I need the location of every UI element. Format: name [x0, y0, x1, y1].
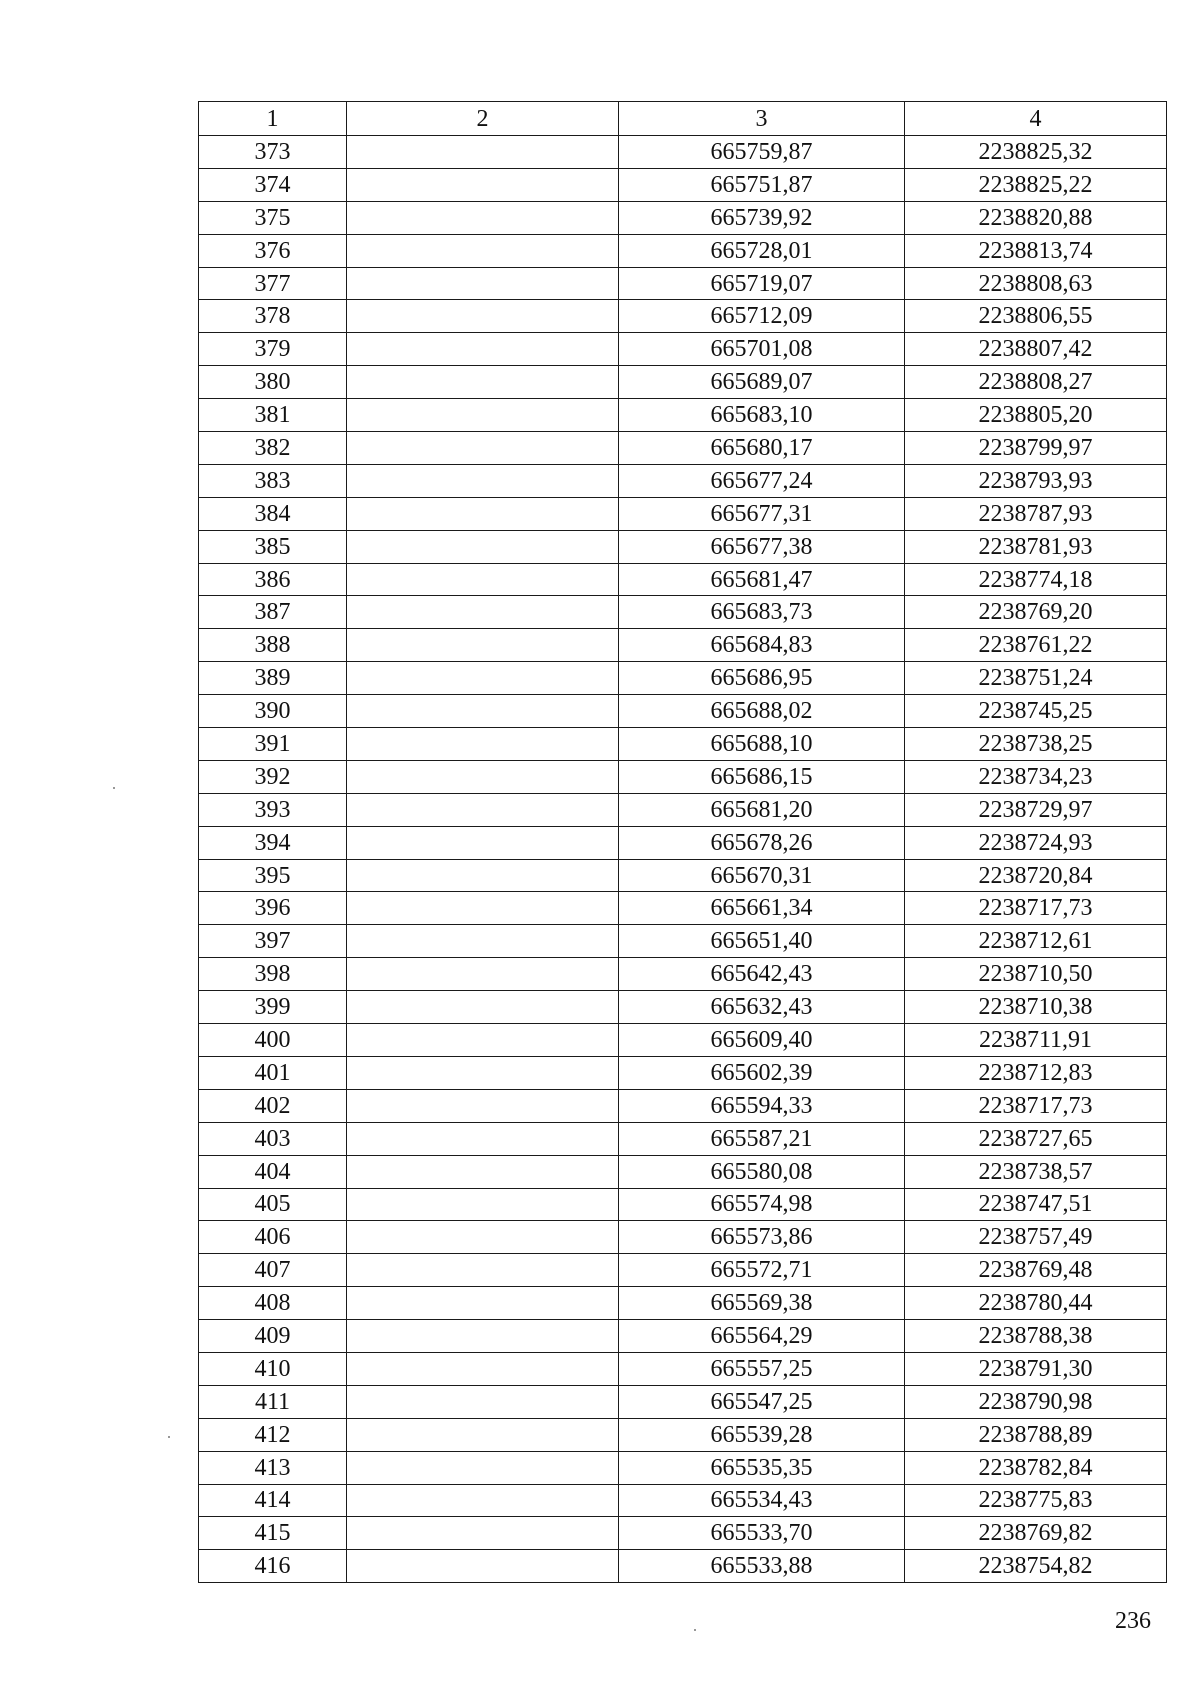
cell-y-coordinate: 2238729,97 [905, 793, 1167, 826]
cell-point-number: 394 [199, 826, 347, 859]
cell-x-coordinate: 665712,09 [619, 300, 905, 333]
cell-x-coordinate: 665539,28 [619, 1418, 905, 1451]
cell-x-coordinate: 665677,24 [619, 464, 905, 497]
cell-column-2 [347, 497, 619, 530]
table-row [199, 530, 1167, 563]
table-row [199, 1550, 1167, 1583]
cell-x-coordinate: 665535,35 [619, 1451, 905, 1484]
cell-point-number: 413 [199, 1451, 347, 1484]
cell-x-coordinate: 665534,43 [619, 1484, 905, 1517]
cell-column-2 [347, 1122, 619, 1155]
cell-x-coordinate: 665632,43 [619, 991, 905, 1024]
table-row [199, 1024, 1167, 1057]
table-row [199, 629, 1167, 662]
cell-point-number: 393 [199, 793, 347, 826]
cell-column-2 [347, 201, 619, 234]
cell-x-coordinate: 665686,15 [619, 760, 905, 793]
cell-point-number: 408 [199, 1287, 347, 1320]
cell-point-number: 411 [199, 1385, 347, 1418]
scan-speck [113, 787, 115, 789]
cell-point-number: 406 [199, 1221, 347, 1254]
cell-point-number: 414 [199, 1484, 347, 1517]
cell-y-coordinate: 2238781,93 [905, 530, 1167, 563]
table-row [199, 267, 1167, 300]
cell-column-2 [347, 300, 619, 333]
cell-x-coordinate: 665564,29 [619, 1320, 905, 1353]
cell-point-number: 395 [199, 859, 347, 892]
cell-y-coordinate: 2238788,89 [905, 1418, 1167, 1451]
cell-column-2 [347, 1155, 619, 1188]
cell-y-coordinate: 2238769,82 [905, 1517, 1167, 1550]
cell-point-number: 378 [199, 300, 347, 333]
cell-x-coordinate: 665572,71 [619, 1254, 905, 1287]
cell-y-coordinate: 2238724,93 [905, 826, 1167, 859]
cell-point-number: 385 [199, 530, 347, 563]
cell-y-coordinate: 2238825,22 [905, 168, 1167, 201]
cell-x-coordinate: 665587,21 [619, 1122, 905, 1155]
cell-x-coordinate: 665557,25 [619, 1352, 905, 1385]
table-row [199, 1418, 1167, 1451]
cell-x-coordinate: 665751,87 [619, 168, 905, 201]
coordinates-table [198, 101, 1167, 1583]
table-row [199, 464, 1167, 497]
cell-y-coordinate: 2238761,22 [905, 629, 1167, 662]
cell-column-2 [347, 695, 619, 728]
cell-y-coordinate: 2238788,38 [905, 1320, 1167, 1353]
cell-x-coordinate: 665661,34 [619, 892, 905, 925]
table-row [199, 1188, 1167, 1221]
cell-x-coordinate: 665670,31 [619, 859, 905, 892]
cell-column-2 [347, 1320, 619, 1353]
table-row [199, 201, 1167, 234]
cell-point-number: 392 [199, 760, 347, 793]
cell-point-number: 407 [199, 1254, 347, 1287]
cell-x-coordinate: 665547,25 [619, 1385, 905, 1418]
cell-x-coordinate: 665533,70 [619, 1517, 905, 1550]
cell-point-number: 412 [199, 1418, 347, 1451]
cell-x-coordinate: 665688,10 [619, 728, 905, 761]
cell-point-number: 415 [199, 1517, 347, 1550]
cell-y-coordinate: 2238775,83 [905, 1484, 1167, 1517]
table-row [199, 859, 1167, 892]
table-row [199, 1221, 1167, 1254]
cell-column-2 [347, 1517, 619, 1550]
table-row [199, 1484, 1167, 1517]
cell-x-coordinate: 665569,38 [619, 1287, 905, 1320]
table-row [199, 1517, 1167, 1550]
cell-point-number: 416 [199, 1550, 347, 1583]
cell-y-coordinate: 2238738,57 [905, 1155, 1167, 1188]
table-header [199, 102, 1167, 136]
cell-point-number: 382 [199, 432, 347, 465]
cell-x-coordinate: 665689,07 [619, 366, 905, 399]
cell-y-coordinate: 2238717,73 [905, 1089, 1167, 1122]
cell-column-2 [347, 1352, 619, 1385]
cell-y-coordinate: 2238754,82 [905, 1550, 1167, 1583]
cell-column-2 [347, 366, 619, 399]
table-row [199, 1287, 1167, 1320]
cell-point-number: 401 [199, 1056, 347, 1089]
cell-y-coordinate: 2238712,61 [905, 925, 1167, 958]
cell-column-2 [347, 530, 619, 563]
cell-point-number: 398 [199, 958, 347, 991]
table-row [199, 168, 1167, 201]
cell-column-2 [347, 234, 619, 267]
table-row [199, 695, 1167, 728]
cell-x-coordinate: 665683,73 [619, 596, 905, 629]
cell-column-2 [347, 1451, 619, 1484]
cell-y-coordinate: 2238807,42 [905, 333, 1167, 366]
cell-column-2 [347, 892, 619, 925]
cell-x-coordinate: 665602,39 [619, 1056, 905, 1089]
table-row [199, 333, 1167, 366]
cell-column-2 [347, 1550, 619, 1583]
cell-x-coordinate: 665701,08 [619, 333, 905, 366]
header-cell-x-coordinate: 3 [619, 102, 905, 136]
cell-x-coordinate: 665683,10 [619, 399, 905, 432]
cell-y-coordinate: 2238813,74 [905, 234, 1167, 267]
cell-y-coordinate: 2238782,84 [905, 1451, 1167, 1484]
cell-x-coordinate: 665678,26 [619, 826, 905, 859]
table-row [199, 1352, 1167, 1385]
cell-y-coordinate: 2238799,97 [905, 432, 1167, 465]
cell-y-coordinate: 2238825,32 [905, 136, 1167, 169]
header-cell-point-number: 1 [199, 102, 347, 136]
cell-y-coordinate: 2238769,48 [905, 1254, 1167, 1287]
table-row [199, 793, 1167, 826]
cell-column-2 [347, 629, 619, 662]
cell-point-number: 386 [199, 563, 347, 596]
cell-x-coordinate: 665728,01 [619, 234, 905, 267]
table-row [199, 432, 1167, 465]
table-row [199, 234, 1167, 267]
cell-point-number: 403 [199, 1122, 347, 1155]
cell-point-number: 380 [199, 366, 347, 399]
cell-y-coordinate: 2238780,44 [905, 1287, 1167, 1320]
cell-y-coordinate: 2238712,83 [905, 1056, 1167, 1089]
table-body [199, 136, 1167, 1583]
cell-column-2 [347, 662, 619, 695]
cell-x-coordinate: 665739,92 [619, 201, 905, 234]
cell-y-coordinate: 2238769,20 [905, 596, 1167, 629]
cell-x-coordinate: 665580,08 [619, 1155, 905, 1188]
cell-column-2 [347, 1188, 619, 1221]
cell-y-coordinate: 2238757,49 [905, 1221, 1167, 1254]
cell-y-coordinate: 2238787,93 [905, 497, 1167, 530]
cell-x-coordinate: 665686,95 [619, 662, 905, 695]
cell-point-number: 379 [199, 333, 347, 366]
cell-point-number: 373 [199, 136, 347, 169]
cell-point-number: 387 [199, 596, 347, 629]
cell-column-2 [347, 1089, 619, 1122]
cell-y-coordinate: 2238751,24 [905, 662, 1167, 695]
table-row [199, 1056, 1167, 1089]
cell-x-coordinate: 665677,31 [619, 497, 905, 530]
cell-y-coordinate: 2238820,88 [905, 201, 1167, 234]
table-row [199, 1155, 1167, 1188]
cell-x-coordinate: 665681,47 [619, 563, 905, 596]
table-row [199, 1254, 1167, 1287]
cell-y-coordinate: 2238747,51 [905, 1188, 1167, 1221]
cell-point-number: 383 [199, 464, 347, 497]
cell-point-number: 400 [199, 1024, 347, 1057]
cell-y-coordinate: 2238710,38 [905, 991, 1167, 1024]
cell-point-number: 381 [199, 399, 347, 432]
table-row [199, 1320, 1167, 1353]
cell-point-number: 377 [199, 267, 347, 300]
cell-column-2 [347, 1385, 619, 1418]
cell-y-coordinate: 2238745,25 [905, 695, 1167, 728]
cell-y-coordinate: 2238727,65 [905, 1122, 1167, 1155]
cell-point-number: 384 [199, 497, 347, 530]
cell-y-coordinate: 2238720,84 [905, 859, 1167, 892]
table-row [199, 728, 1167, 761]
cell-point-number: 391 [199, 728, 347, 761]
cell-point-number: 390 [199, 695, 347, 728]
cell-x-coordinate: 665609,40 [619, 1024, 905, 1057]
table-row [199, 991, 1167, 1024]
cell-point-number: 396 [199, 892, 347, 925]
cell-column-2 [347, 1287, 619, 1320]
cell-point-number: 404 [199, 1155, 347, 1188]
cell-point-number: 374 [199, 168, 347, 201]
cell-column-2 [347, 1484, 619, 1517]
cell-column-2 [347, 464, 619, 497]
cell-y-coordinate: 2238738,25 [905, 728, 1167, 761]
cell-x-coordinate: 665533,88 [619, 1550, 905, 1583]
cell-y-coordinate: 2238734,23 [905, 760, 1167, 793]
table-row [199, 136, 1167, 169]
cell-x-coordinate: 665573,86 [619, 1221, 905, 1254]
cell-x-coordinate: 665651,40 [619, 925, 905, 958]
cell-column-2 [347, 793, 619, 826]
cell-x-coordinate: 665681,20 [619, 793, 905, 826]
cell-y-coordinate: 2238774,18 [905, 563, 1167, 596]
table-row [199, 925, 1167, 958]
cell-y-coordinate: 2238793,93 [905, 464, 1167, 497]
cell-column-2 [347, 1024, 619, 1057]
cell-column-2 [347, 1221, 619, 1254]
cell-column-2 [347, 399, 619, 432]
table-row [199, 1089, 1167, 1122]
table-row [199, 366, 1167, 399]
cell-point-number: 397 [199, 925, 347, 958]
cell-y-coordinate: 2238717,73 [905, 892, 1167, 925]
cell-column-2 [347, 991, 619, 1024]
table-row [199, 662, 1167, 695]
header-row [199, 102, 1167, 136]
cell-x-coordinate: 665642,43 [619, 958, 905, 991]
cell-column-2 [347, 168, 619, 201]
cell-y-coordinate: 2238806,55 [905, 300, 1167, 333]
cell-point-number: 375 [199, 201, 347, 234]
cell-point-number: 410 [199, 1352, 347, 1385]
table-row [199, 760, 1167, 793]
cell-column-2 [347, 760, 619, 793]
header-cell-column-2: 2 [347, 102, 619, 136]
cell-column-2 [347, 728, 619, 761]
table-row [199, 1451, 1167, 1484]
cell-point-number: 402 [199, 1089, 347, 1122]
table-row [199, 399, 1167, 432]
cell-column-2 [347, 826, 619, 859]
scan-speck [694, 1629, 696, 1631]
scan-speck [168, 1436, 170, 1438]
cell-x-coordinate: 665688,02 [619, 695, 905, 728]
cell-point-number: 376 [199, 234, 347, 267]
cell-x-coordinate: 665684,83 [619, 629, 905, 662]
cell-y-coordinate: 2238791,30 [905, 1352, 1167, 1385]
cell-y-coordinate: 2238805,20 [905, 399, 1167, 432]
cell-column-2 [347, 1418, 619, 1451]
cell-column-2 [347, 333, 619, 366]
cell-x-coordinate: 665680,17 [619, 432, 905, 465]
cell-column-2 [347, 925, 619, 958]
cell-column-2 [347, 136, 619, 169]
cell-column-2 [347, 563, 619, 596]
page-number: 236 [1115, 1608, 1151, 1634]
table-row [199, 1385, 1167, 1418]
cell-x-coordinate: 665574,98 [619, 1188, 905, 1221]
cell-column-2 [347, 267, 619, 300]
table-row [199, 826, 1167, 859]
table-row [199, 563, 1167, 596]
header-cell-y-coordinate: 4 [905, 102, 1167, 136]
table-row [199, 300, 1167, 333]
cell-point-number: 388 [199, 629, 347, 662]
cell-y-coordinate: 2238711,91 [905, 1024, 1167, 1057]
table-row [199, 958, 1167, 991]
cell-y-coordinate: 2238790,98 [905, 1385, 1167, 1418]
cell-y-coordinate: 2238808,27 [905, 366, 1167, 399]
cell-column-2 [347, 859, 619, 892]
cell-point-number: 405 [199, 1188, 347, 1221]
cell-point-number: 399 [199, 991, 347, 1024]
cell-column-2 [347, 1254, 619, 1287]
table-row [199, 497, 1167, 530]
cell-x-coordinate: 665594,33 [619, 1089, 905, 1122]
cell-x-coordinate: 665759,87 [619, 136, 905, 169]
cell-y-coordinate: 2238710,50 [905, 958, 1167, 991]
cell-x-coordinate: 665677,38 [619, 530, 905, 563]
cell-column-2 [347, 958, 619, 991]
cell-x-coordinate: 665719,07 [619, 267, 905, 300]
cell-column-2 [347, 1056, 619, 1089]
cell-column-2 [347, 596, 619, 629]
cell-column-2 [347, 432, 619, 465]
cell-y-coordinate: 2238808,63 [905, 267, 1167, 300]
cell-point-number: 409 [199, 1320, 347, 1353]
table-row [199, 892, 1167, 925]
table-row [199, 596, 1167, 629]
cell-point-number: 389 [199, 662, 347, 695]
table-row [199, 1122, 1167, 1155]
